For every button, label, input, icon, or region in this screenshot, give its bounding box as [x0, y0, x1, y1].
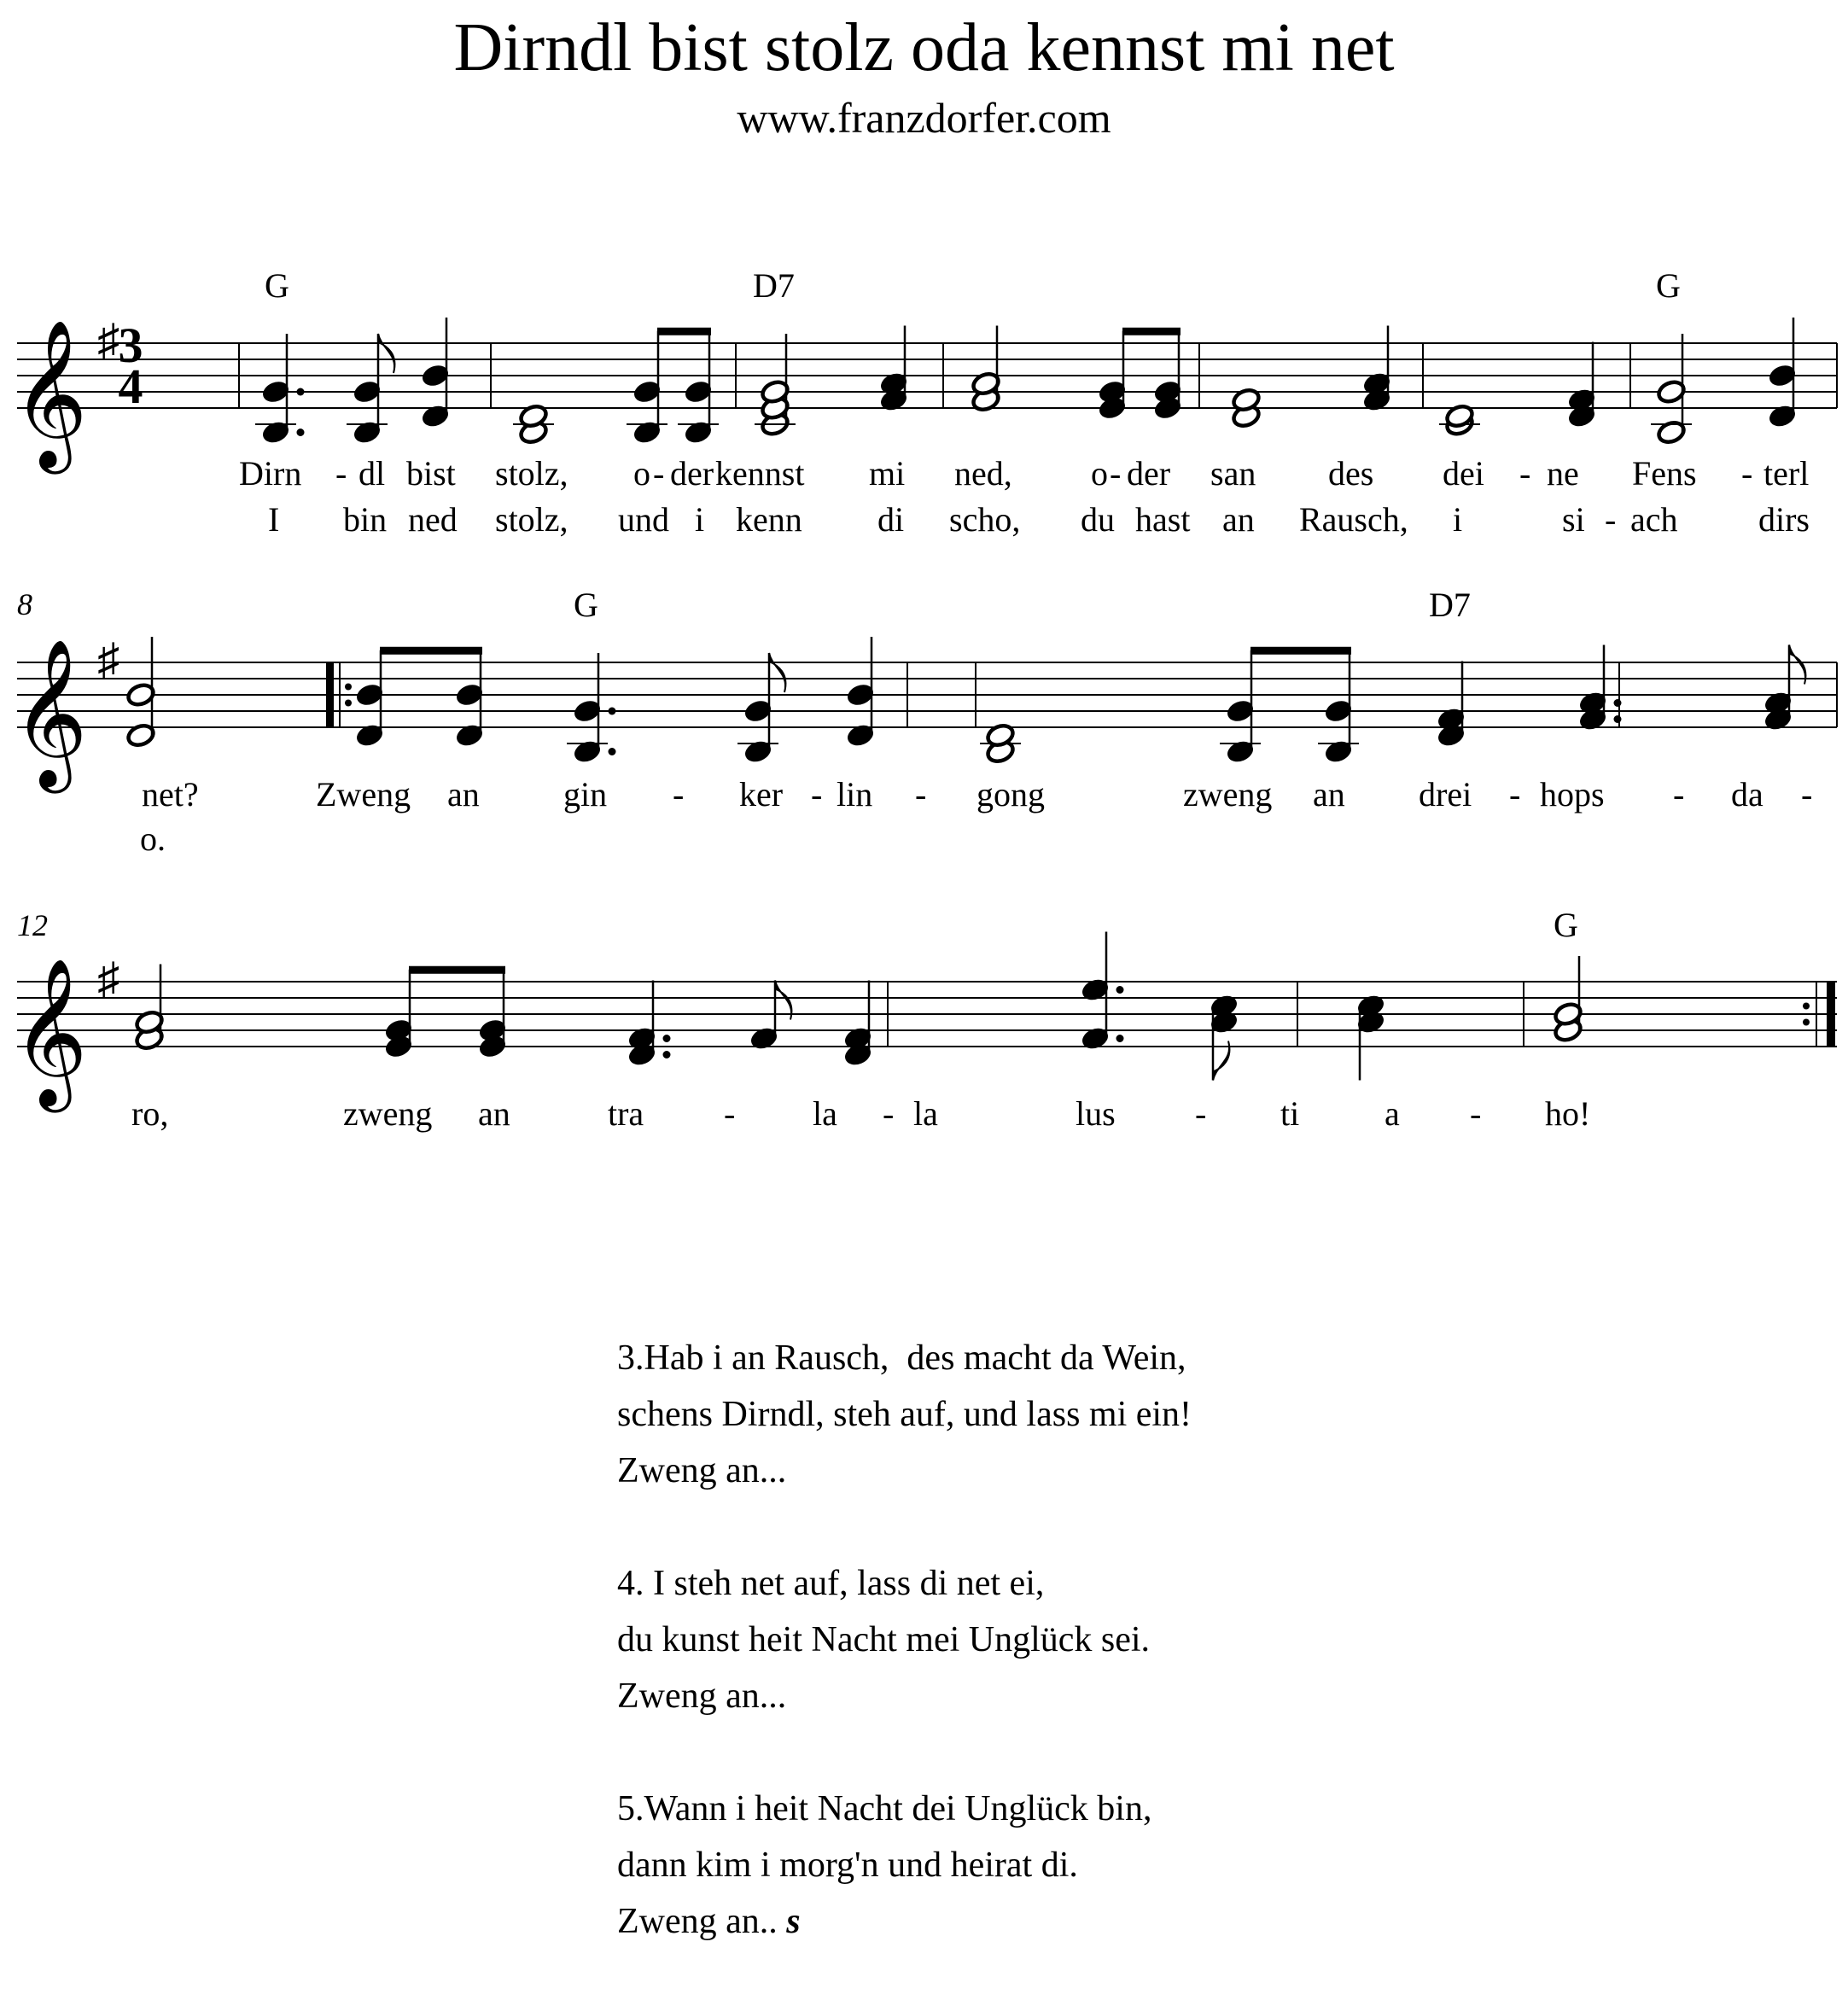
- lyric-syllable: terl: [1763, 454, 1810, 493]
- lyric-syllable: und: [618, 500, 669, 539]
- treble-clef-icon: 𝄞: [12, 962, 88, 1104]
- lyric-syllable: Rausch,: [1299, 500, 1408, 539]
- chord-symbol: G: [574, 586, 598, 624]
- lyric-syllable: gin: [563, 775, 608, 813]
- time-signature-bottom: 4: [118, 359, 143, 414]
- song-title: Dirndl bist stolz oda kennst mi net: [453, 10, 1395, 85]
- lyric-syllable: du: [1081, 500, 1115, 539]
- end-sign: s: [786, 1902, 801, 1941]
- lyric-syllable: des: [1328, 454, 1374, 493]
- augmentation-dot: [1614, 715, 1622, 723]
- lyric-hyphen: -: [1195, 1094, 1207, 1133]
- lyric-hyphen: -: [335, 454, 347, 493]
- verse-line: Zweng an...: [617, 1677, 787, 1716]
- augmentation-dot: [1614, 699, 1622, 707]
- lyric-syllable: gong: [976, 775, 1045, 813]
- lyric-syllable: hops: [1540, 775, 1605, 813]
- repeat-barline-thick: [326, 662, 334, 727]
- verse-line: du kunst heit Nacht mei Unglück sei.: [617, 1620, 1151, 1659]
- lyric-syllable: scho,: [949, 500, 1021, 539]
- lyric-syllable: san: [1210, 454, 1256, 493]
- beam: [1250, 647, 1351, 655]
- verse-line: 5.Wann i heit Nacht dei Unglück bin,: [617, 1789, 1152, 1828]
- lyric-syllable: ro,: [131, 1094, 169, 1133]
- lyric-hyphen: -: [915, 775, 927, 813]
- lyric-syllable: mi: [869, 454, 906, 493]
- lyric-hyphen: -: [1470, 1094, 1482, 1133]
- lyric-syllable: ned,: [954, 454, 1012, 493]
- lyric-syllable: an: [478, 1094, 510, 1133]
- notes: [125, 318, 1805, 1081]
- lyric-hyphen: -: [724, 1094, 736, 1133]
- lyric-syllable: I: [268, 500, 280, 539]
- lyric-syllable: stolz,: [495, 454, 568, 493]
- eighth-flag-icon: [378, 334, 394, 373]
- augmentation-dot: [297, 429, 305, 436]
- website-link[interactable]: www.franzdorfer.com: [737, 94, 1111, 142]
- sharp-icon: ♯: [97, 636, 120, 685]
- verse-line: dann kim i morg'n und heirat di.: [617, 1846, 1078, 1885]
- sharp-icon: ♯: [97, 955, 120, 1004]
- lyric-syllable: si: [1562, 500, 1585, 539]
- lyric-syllable: der: [1127, 454, 1171, 493]
- chord-symbol: D7: [753, 266, 795, 305]
- beam: [409, 966, 505, 974]
- augmentation-dot: [297, 388, 305, 396]
- lyric-syllable: Zweng: [316, 775, 411, 813]
- lyric-syllable: dl: [359, 454, 386, 493]
- lyric-syllable: la: [913, 1094, 938, 1133]
- lyric-syllable: ker: [739, 775, 784, 813]
- verse-line-text: Zweng an..: [617, 1902, 778, 1941]
- chord-symbol: G: [265, 266, 289, 305]
- lyric-syllable: kennst: [715, 454, 805, 493]
- lyric-syllable: hast: [1135, 500, 1191, 539]
- lyric-syllable: bist: [406, 454, 456, 493]
- chord-symbol: G: [1554, 906, 1578, 944]
- treble-clef-icon: 𝄞: [12, 643, 88, 784]
- lyric-syllable: o.: [140, 819, 166, 858]
- lyric-syllable: i: [1453, 500, 1463, 539]
- verse-4: [617, 1555, 1556, 1724]
- repeat-barline-thick: [1827, 982, 1835, 1047]
- measure-number: 8: [17, 587, 32, 621]
- lyric-syllable: i: [695, 500, 705, 539]
- lyric-syllable: ach: [1630, 500, 1678, 539]
- measure-number: 12: [17, 908, 48, 942]
- lyric-syllable: o: [1091, 454, 1108, 493]
- lyric-syllable: da: [1731, 775, 1763, 813]
- lyric-syllable: ne: [1547, 454, 1579, 493]
- verse-line: 3.Hab i an Rausch, des macht da Wein,: [617, 1338, 1186, 1378]
- lyric-syllable: la: [813, 1094, 837, 1133]
- beam: [380, 647, 482, 655]
- lyric-syllable: net?: [142, 775, 199, 813]
- lyric-hyphen: -: [1509, 775, 1521, 813]
- repeat-dot: [345, 700, 352, 707]
- verse-line: [617, 1893, 1556, 1950]
- lyric-syllable: tra: [608, 1094, 644, 1133]
- lyric-hyphen: -: [1741, 454, 1753, 493]
- lyric-syllable: drei: [1419, 775, 1472, 813]
- lyric-hyphen: -: [1519, 454, 1531, 493]
- lyric-hyphen: -: [673, 775, 685, 813]
- time-signature-top: 3: [118, 318, 143, 373]
- augmentation-dot: [609, 748, 616, 755]
- chord-symbol: G: [1656, 266, 1681, 305]
- lyric-syllable: ho!: [1545, 1094, 1591, 1133]
- lyric-hyphen: -: [1801, 775, 1813, 813]
- sharp-icon: ♯: [97, 317, 120, 365]
- verse-line: schens Dirndl, steh auf, und lass mi ein!: [617, 1395, 1192, 1434]
- treble-clef-icon: 𝄞: [12, 324, 88, 465]
- lyric-syllable: an: [447, 775, 480, 813]
- eighth-flag-icon: [769, 653, 785, 692]
- lyric-syllable: an: [1313, 775, 1345, 813]
- clefs: [12, 317, 120, 1113]
- lyric-syllable: zweng: [343, 1094, 433, 1133]
- lyric-hyphen: -: [883, 1094, 895, 1133]
- lyric-syllable: lin: [837, 775, 873, 813]
- lyric-syllable: zweng: [1183, 775, 1273, 813]
- repeat-dot: [345, 684, 352, 691]
- lyric-hyphen: -: [1110, 454, 1122, 493]
- augmentation-dot: [1116, 1035, 1124, 1042]
- lyric-hyphen: -: [811, 775, 823, 813]
- additional-verses: [617, 1330, 1556, 2006]
- lyric-syllable: dirs: [1758, 500, 1810, 539]
- lyric-syllable: o: [633, 454, 650, 493]
- lyric-syllable: kenn: [736, 500, 802, 539]
- lyric-syllable: bin: [343, 500, 388, 539]
- lyric-syllable: dei: [1443, 454, 1484, 493]
- lyric-syllable: stolz,: [495, 500, 568, 539]
- lyric-hyphen: -: [1673, 775, 1685, 813]
- beam: [1122, 328, 1181, 335]
- verse-3: [617, 1330, 1556, 1499]
- lyric-syllable: a: [1385, 1094, 1400, 1133]
- repeat-dot: [1803, 1003, 1810, 1010]
- lyric-syllable: Dirn: [239, 454, 302, 493]
- beam: [657, 328, 711, 335]
- verse-line: 4. I steh net auf, lass di net ei,: [617, 1564, 1045, 1603]
- augmentation-dot: [609, 708, 616, 715]
- lyric-syllable: di: [877, 500, 905, 539]
- augmentation-dot: [663, 1035, 671, 1042]
- verse-line: Zweng an...: [617, 1451, 787, 1490]
- lyric-syllable: an: [1222, 500, 1255, 539]
- lyric-syllable: lus: [1076, 1094, 1116, 1133]
- lyric-syllable: der: [670, 454, 714, 493]
- lyric-syllable: Fens: [1632, 454, 1697, 493]
- lyric-hyphen: -: [653, 454, 665, 493]
- lyric-syllable: ned: [408, 500, 458, 539]
- chord-symbol: D7: [1429, 586, 1471, 624]
- lyric-hyphen: -: [1605, 500, 1617, 539]
- augmentation-dot: [663, 1051, 671, 1058]
- repeat-dot: [1803, 1019, 1810, 1026]
- verse-5: [617, 1781, 1556, 1950]
- augmentation-dot: [1116, 986, 1124, 994]
- lyric-syllable: ti: [1280, 1094, 1300, 1133]
